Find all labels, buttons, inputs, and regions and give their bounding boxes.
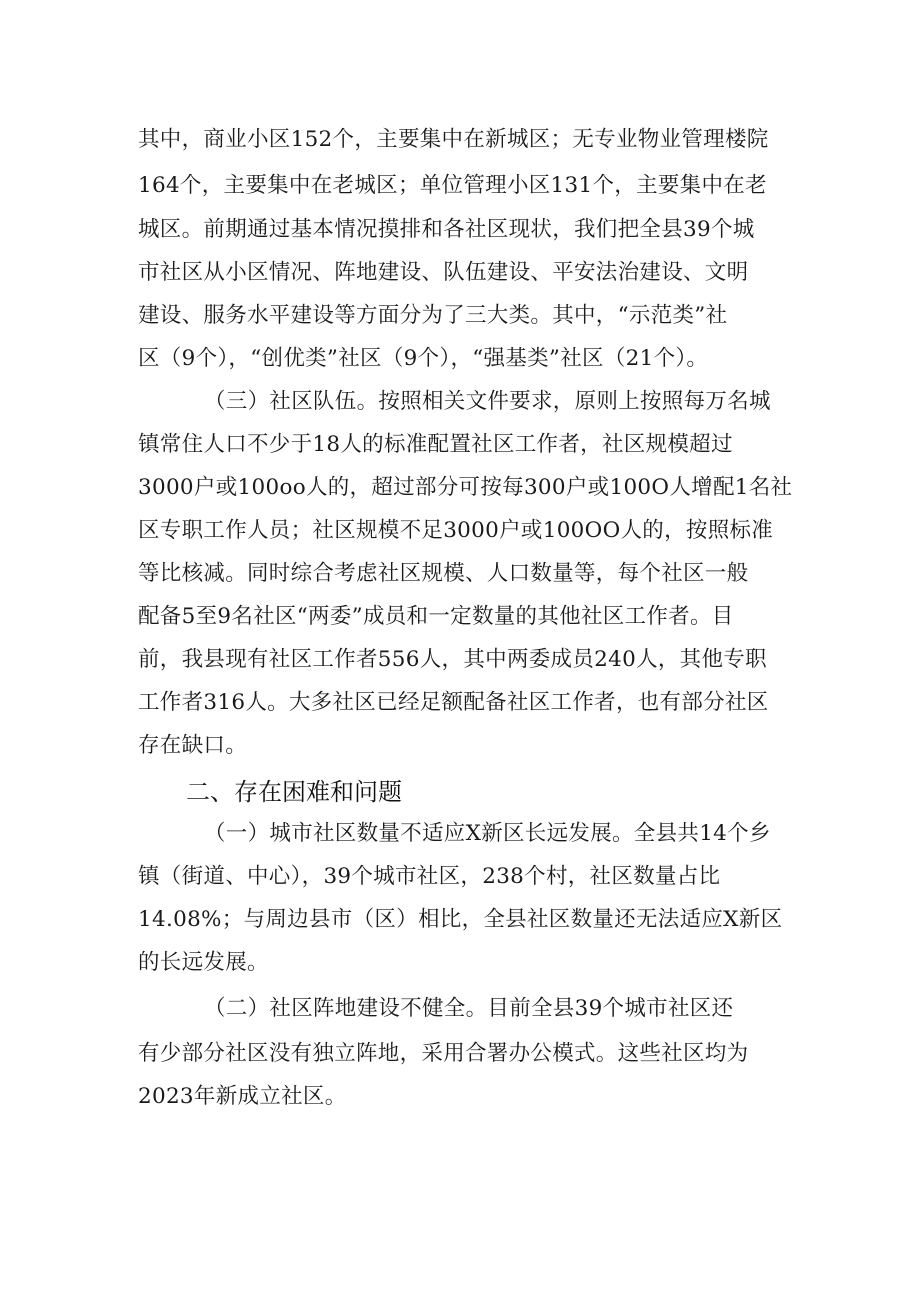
body-text-line: 区（9个），“创优类”社区（9个），“强基类”社区（21个）。 xyxy=(138,346,709,371)
body-text-line: （一）城市社区数量不适应X新区长远发展。全县共14个乡 xyxy=(204,821,771,846)
body-text-line: 区专职工作人员；社区规模不足3000户或100OO人的，按照标准 xyxy=(138,518,774,543)
section-heading: 二、存在困难和问题 xyxy=(186,778,402,806)
body-text-line: 2023年新成立社区。 xyxy=(138,1084,347,1109)
body-text-line: 的长远发展。 xyxy=(138,950,269,975)
body-text-line: 配备5至9名社区“两委”成员和一定数量的其他社区工作者。目 xyxy=(138,604,734,629)
body-text-line: 有少部分社区没有独立阵地，采用合署办公模式。这些社区均为 xyxy=(138,1041,749,1066)
body-text-line: 工作者316人。大多社区已经足额配备社区工作者，也有部分社区 xyxy=(138,690,769,715)
body-text-line: （三）社区队伍。按照相关文件要求，原则上按照每万名城 xyxy=(204,389,771,414)
body-text-line: 镇（街道、中心），39个城市社区，238个村，社区数量占比 xyxy=(138,864,721,889)
body-text-line: 164个，主要集中在老城区；单位管理小区131个，主要集中在老 xyxy=(138,173,767,198)
body-text-line: 前，我县现有社区工作者556人，其中两委成员240人，其他专职 xyxy=(138,647,767,672)
body-text-line: 存在缺口。 xyxy=(138,733,248,758)
body-text-line: 其中，商业小区152个，主要集中在新城区；无专业物业管理楼院 xyxy=(138,127,769,152)
body-text-line: 等比核减。同时综合考虑社区规模、人口数量等，每个社区一般 xyxy=(138,561,749,586)
body-text-line: 3000户或100oo人的，超过部分可按每300户或100O人增配1名社 xyxy=(138,475,793,500)
body-text-line: 城区。前期通过基本情况摸排和各社区现状，我们把全县39个城 xyxy=(138,217,755,242)
body-text-line: 市社区从小区情况、阵地建设、队伍建设、平安法治建设、文明 xyxy=(138,260,749,285)
body-text-line: 建设、服务水平建设等方面分为了三大类。其中，“示范类”社 xyxy=(138,303,728,328)
body-text-line: 镇常住人口不少于18人的标准配置社区工作者，社区规模超过 xyxy=(138,432,733,457)
body-text-line: 14.08%；与周边县市（区）相比，全县社区数量还无法适应X新区 xyxy=(138,907,783,932)
body-text-line: （二）社区阵地建设不健全。目前全县39个城市社区还 xyxy=(204,996,734,1021)
